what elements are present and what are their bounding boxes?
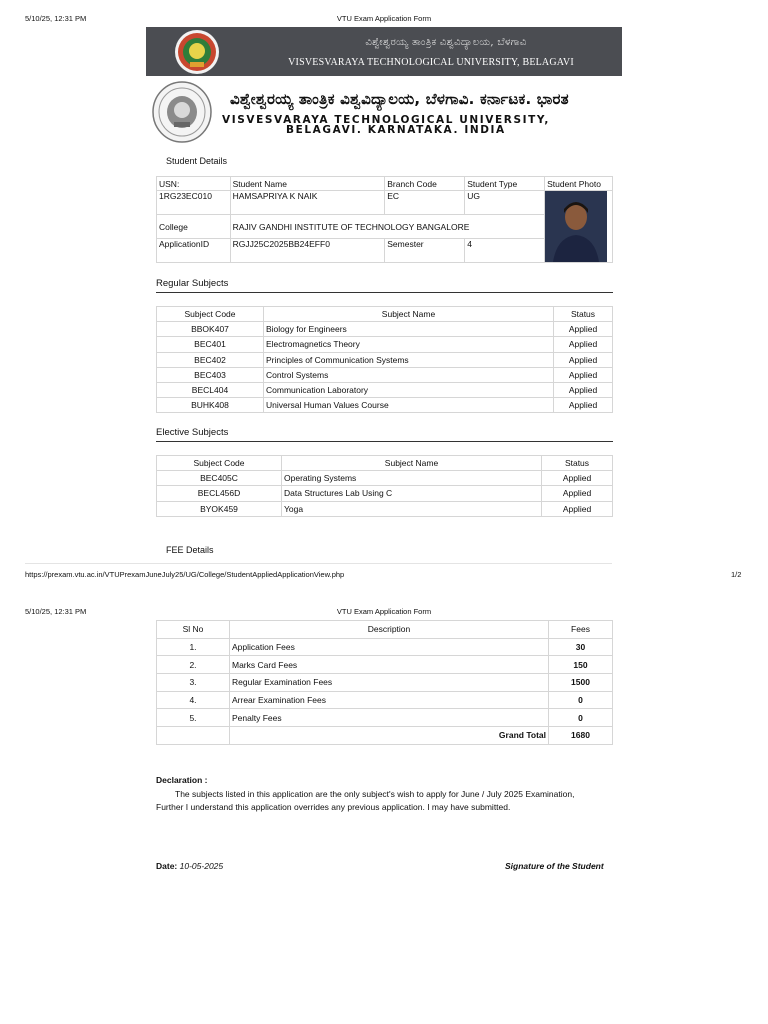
declaration-line-2: Further I understand this application overrides any previous application. I may have submitted. <box>156 802 511 812</box>
regular-subject-name-header: Subject Name <box>264 307 554 322</box>
grand-total-value: 1680 <box>549 727 613 745</box>
fee-amount: 30 <box>549 638 613 656</box>
semester-value: 4 <box>465 239 545 263</box>
subject-status: Applied <box>542 501 613 516</box>
fee-description: Arrear Examination Fees <box>230 691 549 709</box>
fee-sl-no: 4. <box>157 691 230 709</box>
table-row <box>157 674 613 692</box>
date-value: 10-05-2025 <box>179 861 224 871</box>
university-location: BELAGAVI. KARNATAKA. INDIA <box>286 124 506 136</box>
student-signature-label: Signature of the Student <box>505 861 604 871</box>
university-kannada-name: ವಿಶ್ವೇಶ್ವರಯ್ಯ ತಾಂತ್ರಿಕ ವಿಶ್ವವಿದ್ಯಾಲಯ, ಬೆಳಗಾವಿ. ಕರ್ನಾಟಕ. ಭಾರತ <box>230 90 569 108</box>
fee-sl-no: 1. <box>157 638 230 656</box>
subject-name: Yoga <box>282 501 542 516</box>
grand-total-label: Grand Total <box>230 727 549 745</box>
banner-english-title: VISVESVARAYA TECHNOLOGICAL UNIVERSITY, BELAGAVI <box>288 57 574 68</box>
student-photo-icon <box>545 191 607 262</box>
branch-code-value: EC <box>385 191 465 215</box>
page-footer-divider <box>25 563 612 564</box>
subject-name: Communication Laboratory <box>264 382 554 397</box>
subject-name: Principles of Communication Systems <box>264 352 554 367</box>
college-label: College <box>157 215 231 239</box>
fee-details-table <box>156 620 613 745</box>
subject-code: BUHK408 <box>157 398 264 413</box>
student-name-value: HAMSAPRIYA K NAIK <box>230 191 385 215</box>
description-header: Description <box>230 621 549 639</box>
subject-status: Applied <box>554 337 613 352</box>
student-details-title: Student Details <box>166 156 228 166</box>
regular-subjects-table <box>156 306 613 413</box>
date-label: Date: <box>156 861 178 871</box>
subject-code: BECL456D <box>157 486 282 501</box>
university-english-name: VISVESVARAYA TECHNOLOGICAL UNIVERSITY, <box>222 114 550 126</box>
fee-description: Penalty Fees <box>230 709 549 727</box>
student-type-value: UG <box>465 191 545 215</box>
subject-status: Applied <box>554 398 613 413</box>
fee-amount: 150 <box>549 656 613 674</box>
student-photo-header: Student Photo <box>545 177 613 191</box>
elective-status-header: Status <box>542 456 613 471</box>
subject-status: Applied <box>542 486 613 501</box>
subject-code: BEC405C <box>157 471 282 486</box>
subject-name: Data Structures Lab Using C <box>282 486 542 501</box>
college-value: RAJIV GANDHI INSTITUTE OF TECHNOLOGY BANGALORE <box>230 215 545 239</box>
fees-header: Fees <box>549 621 613 639</box>
regular-subjects-divider <box>156 292 613 293</box>
usn-value: 1RG23EC010 <box>157 191 231 215</box>
table-row <box>157 656 613 674</box>
elective-subjects-divider <box>156 441 613 442</box>
print-title: VTU Exam Application Form <box>336 14 432 23</box>
declaration-line-1: The subjects listed in this application are the only subject's wish to apply for June / July 2025 Examination, <box>175 789 575 799</box>
table-row <box>157 471 613 486</box>
table-row <box>157 352 613 367</box>
print-timestamp: 5/10/25, 12:31 PM <box>25 14 87 23</box>
fee-sl-no: 3. <box>157 674 230 692</box>
fee-amount: 0 <box>549 709 613 727</box>
subject-status: Applied <box>554 322 613 337</box>
print-timestamp-page2: 5/10/25, 12:31 PM <box>25 607 87 616</box>
table-row <box>157 322 613 337</box>
fee-description: Marks Card Fees <box>230 656 549 674</box>
student-photo-cell <box>545 191 613 263</box>
table-row <box>157 382 613 397</box>
subject-code: BEC401 <box>157 337 264 352</box>
page-number: 1/2 <box>731 570 742 579</box>
university-seal-icon <box>152 81 212 143</box>
student-details-table <box>156 176 613 263</box>
student-name-header: Student Name <box>230 177 385 191</box>
date-row <box>156 860 223 873</box>
table-row <box>157 709 613 727</box>
table-row <box>157 337 613 352</box>
table-row <box>157 501 613 516</box>
page-url[interactable]: https://prexam.vtu.ac.in/VTUPrexamJuneJuly25/UG/College/StudentAppliedApplicationView.php <box>25 570 345 579</box>
table-row <box>157 486 613 501</box>
subject-code: BBOK407 <box>157 322 264 337</box>
fee-sl-no: 5. <box>157 709 230 727</box>
sl-no-header: Sl No <box>157 621 230 639</box>
subject-name: Electromagnetics Theory <box>264 337 554 352</box>
university-banner <box>146 27 622 76</box>
table-row <box>157 367 613 382</box>
regular-status-header: Status <box>554 307 613 322</box>
subject-name: Biology for Engineers <box>264 322 554 337</box>
fee-description: Regular Examination Fees <box>230 674 549 692</box>
student-photo <box>545 191 607 262</box>
subject-code: BEC403 <box>157 367 264 382</box>
table-row <box>157 398 613 413</box>
usn-header: USN: <box>157 177 231 191</box>
application-id-value: RGJJ25C2025BB24EFF0 <box>230 239 385 263</box>
print-title-page2: VTU Exam Application Form <box>336 607 432 616</box>
subject-code: BEC402 <box>157 352 264 367</box>
subject-status: Applied <box>554 352 613 367</box>
subject-name: Universal Human Values Course <box>264 398 554 413</box>
grand-total-empty-cell <box>157 727 230 745</box>
vtu-logo-icon <box>174 29 220 75</box>
fee-amount: 1500 <box>549 674 613 692</box>
regular-subject-code-header: Subject Code <box>157 307 264 322</box>
elective-subjects-table <box>156 455 613 517</box>
banner-kannada-title: ವಿಶ್ವೇಶ್ವರಯ್ಯ ತಾಂತ್ರಿಕ ವಿಶ್ವವಿದ್ಯಾಲಯ, ಬೆಳಗಾವಿ <box>365 37 527 48</box>
fee-sl-no: 2. <box>157 656 230 674</box>
student-type-header: Student Type <box>465 177 545 191</box>
regular-subjects-title: Regular Subjects <box>156 278 229 289</box>
grand-total-row <box>157 727 613 745</box>
semester-label: Semester <box>385 239 465 263</box>
subject-code: BECL404 <box>157 382 264 397</box>
table-row <box>157 691 613 709</box>
subject-name: Operating Systems <box>282 471 542 486</box>
elective-subjects-title: Elective Subjects <box>156 427 229 438</box>
application-id-label: ApplicationID <box>157 239 231 263</box>
fee-amount: 0 <box>549 691 613 709</box>
declaration-title: Declaration : <box>156 775 208 785</box>
fee-description: Application Fees <box>230 638 549 656</box>
subject-status: Applied <box>554 367 613 382</box>
elective-subject-code-header: Subject Code <box>157 456 282 471</box>
subject-status: Applied <box>554 382 613 397</box>
branch-code-header: Branch Code <box>385 177 465 191</box>
subject-name: Control Systems <box>264 367 554 382</box>
table-row <box>157 638 613 656</box>
elective-subject-name-header: Subject Name <box>282 456 542 471</box>
subject-code: BYOK459 <box>157 501 282 516</box>
subject-status: Applied <box>542 471 613 486</box>
fee-details-title: FEE Details <box>166 545 214 555</box>
